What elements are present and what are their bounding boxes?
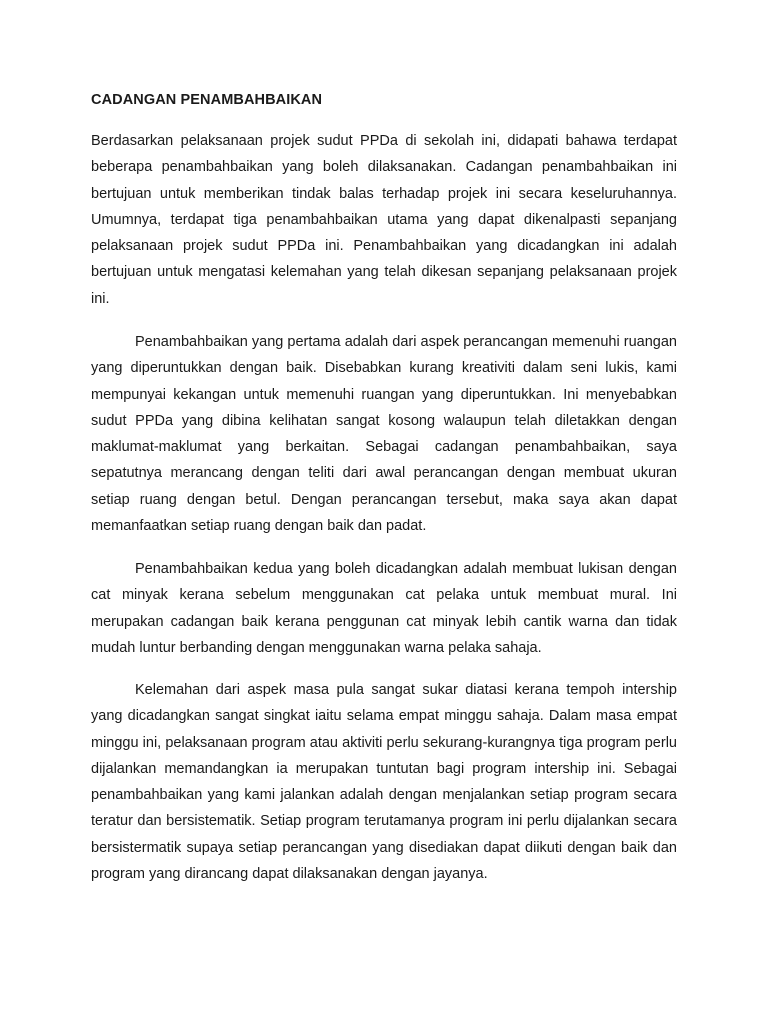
document-title: CADANGAN PENAMBAHBAIKAN	[91, 92, 323, 108]
paragraph-intro: Berdasarkan pelaksanaan projek sudut PPDa di sekolah ini, didapati bahawa terdapat beberapa penambahbaikan yang boleh dilaksanakan. Cadangan penambahbaikan ini bertujuan untuk memberikan tindak balas terhadap projek ini secara keseluruhannya. Umumnya, terdapat tiga penambahbaikan utama yang dapat dikenalpasti sepanjang pelaksanaan projek sudut PPDa ini. Penambahbaikan yang dicadangkan ini adalah bertujuan untuk mengatasi kelemahan yang telah dikesan sepanjang pelaksanaan projek ini.	[91, 133, 677, 307]
paragraph-second-improvement: Penambahbaikan kedua yang boleh dicadangkan adalah membuat lukisan dengan cat minyak kerana sebelum menggunakan cat pelaka untuk membuat mural. Ini merupakan cadangan baik kerana penggunan cat minyak lebih cantik warna dan tidak mudah luntur berbanding dengan menggunakan warna pelaka sahaja.	[91, 561, 677, 656]
paragraph-time-weakness: Kelemahan dari aspek masa pula sangat sukar diatasi kerana tempoh intership yang dicadangkan sangat singkat iaitu selama empat minggu sahaja. Dalam masa empat minggu ini, pelaksanaan program atau aktiviti perlu sekurang-kurangnya tiga program perlu dijalankan memandangkan ia merupakan tuntutan bagi program intership ini. Sebagai penambahbaikan yang kami jalankan adalah dengan menjalankan setiap program secara teratur dan bersistematik. Setiap program terutamanya program ini perlu dijalankan secara bersistermatik supaya setiap perancangan yang disediakan dapat diikuti dengan baik dan program yang dirancang dapat dilaksanakan dengan jayanya.	[91, 682, 677, 883]
paragraph-first-improvement: Penambahbaikan yang pertama adalah dari aspek perancangan memenuhi ruangan yang diperuntukkan dengan baik. Disebabkan kurang kreativiti dalam seni lukis, kami mempunyai kekangan untuk memenuhi ruangan yang diperuntukkan. Ini menyebabkan sudut PPDa yang dibina kelihatan sangat kosong walaupun telah diletakkan dengan maklumat-maklumat yang berkaitan. Sebagai cadangan penambahbaikan, saya sepatutnya merancang dengan teliti dari awal perancangan dengan membuat ukuran setiap ruang dengan betul. Dengan perancangan tersebut, maka saya akan dapat memanfaatkan setiap ruang dengan baik dan padat.	[91, 334, 677, 535]
